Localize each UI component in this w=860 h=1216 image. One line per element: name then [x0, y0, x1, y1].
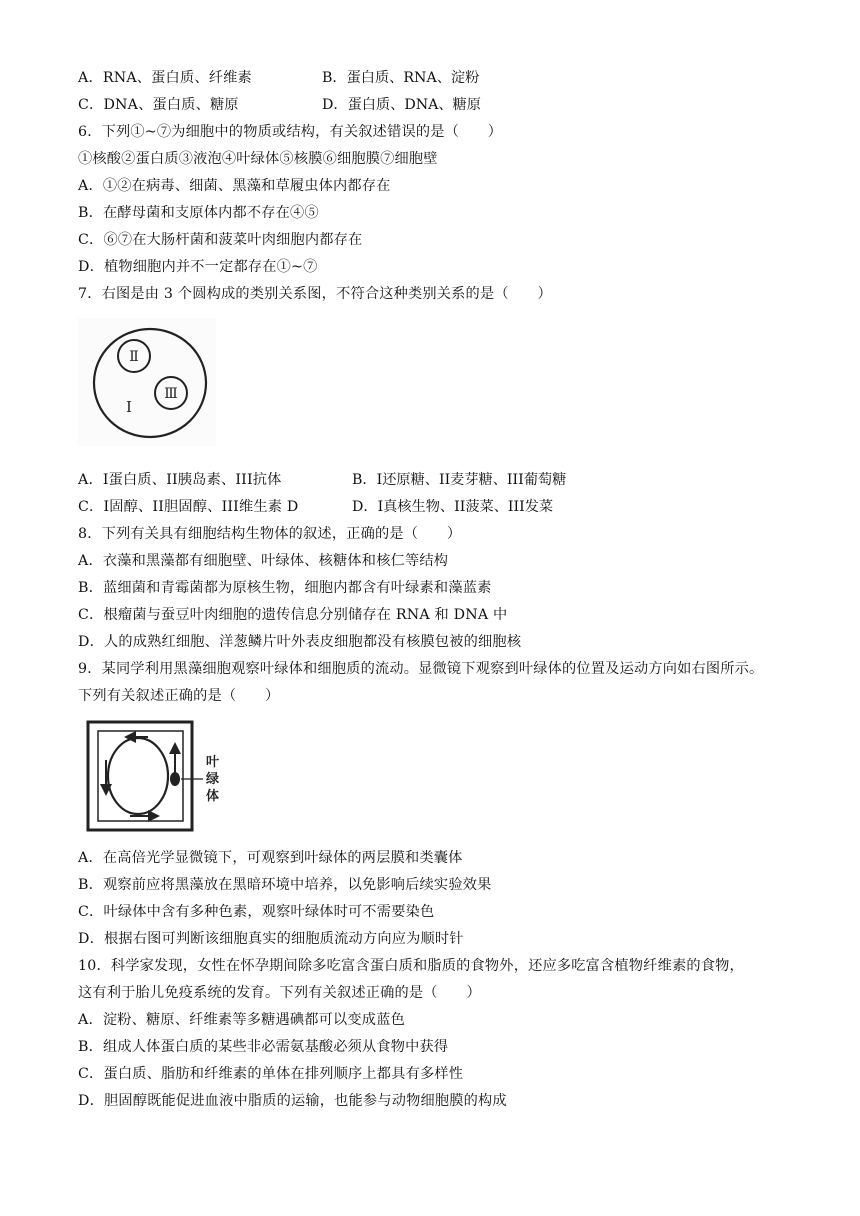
q7-label-2: Ⅱ — [129, 349, 139, 365]
q8-stem: 8．下列有关具有细胞结构生物体的叙述，正确的是（ ） — [78, 526, 462, 542]
q5-option-a: A．RNA、蛋白质、纤维素 — [78, 70, 252, 86]
q6-items: ①核酸②蛋白质③液泡④叶绿体⑤核膜⑥细胞膜⑦细胞壁 — [78, 151, 438, 167]
q8-option-a: A．衣藻和黑藻都有细胞壁、叶绿体、核糖体和核仁等结构 — [78, 553, 449, 569]
q7-label-3: Ⅲ — [164, 386, 178, 402]
q6-option-d: D．植物细胞内并不一定都存在①~⑦ — [78, 259, 318, 275]
q7-stem: 7．右图是由 3 个圆构成的类别关系图，不符合这种类别关系的是（ ） — [78, 286, 552, 302]
q7-option-c: C．I固醇、II胆固醇、III维生素 D — [78, 499, 299, 515]
q9-stem-line-1: 9．某同学利用黑藻细胞观察叶绿体和细胞质的流动。显微镜下观察到叶绿体的位置及运动方向如右图所示。 — [78, 661, 764, 677]
q5-option-c: C．DNA、蛋白质、糖原 — [78, 97, 239, 113]
q10-option-b: B．组成人体蛋白质的某些非必需氨基酸必须从食物中获得 — [78, 1039, 449, 1055]
q10-option-d: D．胆固醇既能促进血液中脂质的运输，也能参与动物细胞膜的构成 — [78, 1093, 507, 1109]
q9-option-b: B．观察前应将黑藻放在黑暗环境中培养，以免影响后续实验效果 — [78, 877, 492, 893]
q10-stem-line-2: 这有利于胎儿免疫系统的发育。下列有关叙述正确的是（ ） — [78, 985, 481, 1001]
q8-option-d: D．人的成熟红细胞、洋葱鳞片叶外表皮细胞都没有核膜包被的细胞核 — [78, 634, 522, 650]
q9-chloroplast — [170, 772, 180, 786]
q10-option-a: A．淀粉、糖原、纤维素等多糖遇碘都可以变成蓝色 — [78, 1012, 405, 1028]
q6-option-a: A．①②在病毒、细菌、黑藻和草履虫体内都存在 — [78, 178, 391, 194]
q5-option-d: D．蛋白质、DNA、糖原 — [322, 97, 481, 113]
q10-stem-line-1: 10．科学家发现，女性在怀孕期间除多吃富含蛋白质和脂质的食物外，还应多吃富含植物纤维素的食物， — [78, 958, 744, 974]
q8-option-b: B．蓝细菌和青霉菌都为原核生物，细胞内都含有叶绿素和藻蓝素 — [78, 580, 492, 596]
q9-option-a: A．在高倍光学显微镜下，可观察到叶绿体的两层膜和类囊体 — [78, 850, 463, 866]
q7-option-b: B．I还原糖、II麦芽糖、III葡萄糖 — [352, 472, 567, 488]
q5-option-b: B．蛋白质、RNA、淀粉 — [322, 70, 480, 86]
q9-cell-membrane — [98, 731, 183, 821]
q9-option-d: D．根据右图可判断该细胞真实的细胞质流动方向应为顺时针 — [78, 931, 464, 947]
q7-label-1: I — [126, 398, 132, 416]
q7-option-d: D．I真核生物、II菠菜、III发菜 — [352, 499, 554, 515]
q9-stem-line-2: 下列有关叙述正确的是（ ） — [78, 688, 280, 704]
q9-chloroplast-label: 叶 绿 体 — [206, 755, 220, 804]
q8-option-c: C．根瘤菌与蚕豆叶肉细胞的遗传信息分别储存在 RNA 和 DNA 中 — [78, 607, 508, 623]
q6-stem: 6．下列①~⑦为细胞中的物质或结构，有关叙述错误的是（ ） — [78, 124, 503, 140]
q6-option-c: C．⑥⑦在大肠杆菌和菠菜叶肉细胞内都存在 — [78, 232, 363, 248]
q10-option-c: C．蛋白质、脂肪和纤维素的单体在排列顺序上都具有多样性 — [78, 1066, 464, 1082]
q9-vacuole — [108, 738, 168, 814]
q9-option-c: C．叶绿体中含有多种色素，观察叶绿体时可不需要染色 — [78, 904, 435, 920]
q7-figure-background — [78, 318, 216, 446]
q6-option-b: B．在酵母菌和支原体内都不存在④⑤ — [78, 205, 319, 221]
q9-cell-figure — [78, 714, 238, 838]
q7-venn-figure — [78, 318, 216, 446]
q7-option-a: A．I蛋白质、II胰岛素、III抗体 — [78, 472, 282, 488]
